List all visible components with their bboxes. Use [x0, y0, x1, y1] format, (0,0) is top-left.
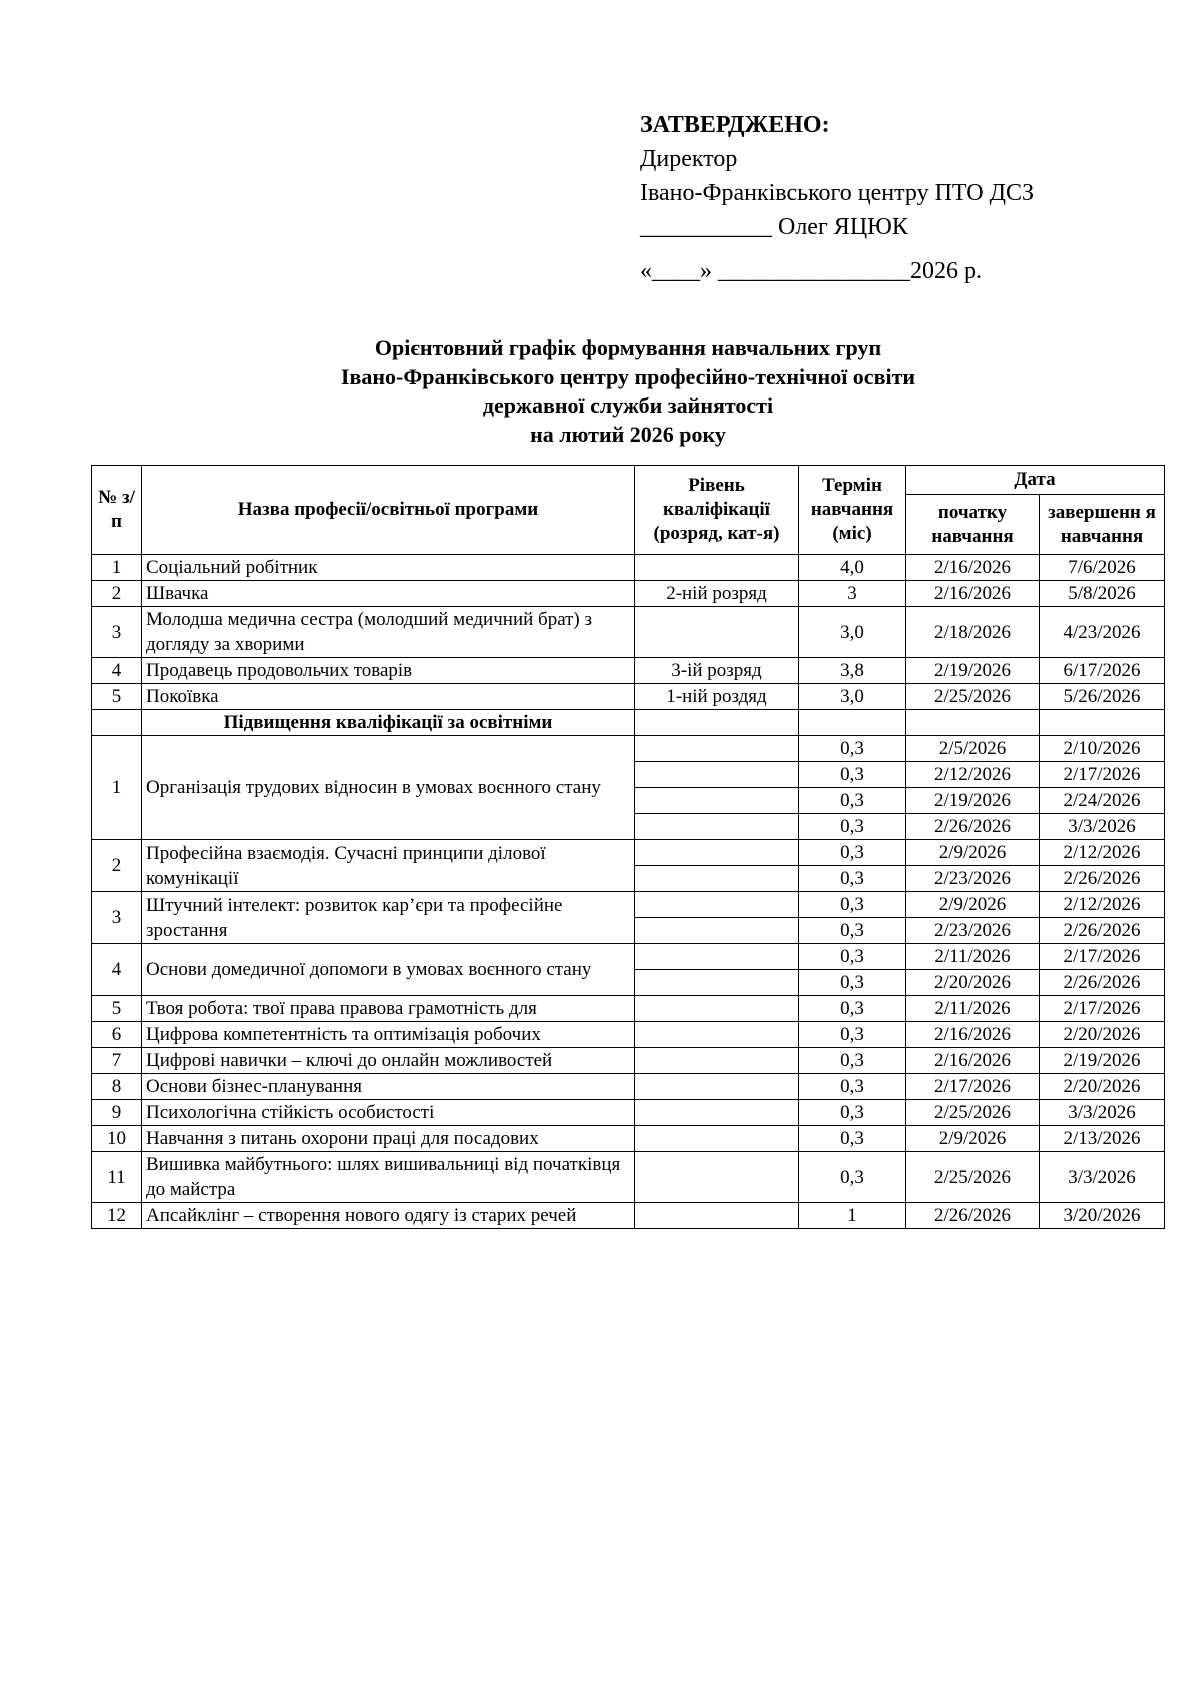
row-term: 0,3	[799, 814, 906, 840]
row-end-date: 2/10/2026	[1040, 736, 1165, 762]
title-line-4: на лютий 2026 року	[530, 422, 726, 447]
row-number: 12	[92, 1203, 142, 1229]
row-start-date: 2/18/2026	[906, 607, 1040, 658]
schedule-body	[92, 555, 1165, 1229]
row-start-date: 2/23/2026	[906, 866, 1040, 892]
row-end-date: 6/17/2026	[1040, 658, 1165, 684]
row-term: 0,3	[799, 1048, 906, 1074]
header-term: Термін навчання (міс)	[799, 466, 906, 555]
row-level	[635, 788, 799, 814]
row-end-date: 2/26/2026	[1040, 918, 1165, 944]
row-number: 3	[92, 607, 142, 658]
approval-block	[640, 108, 1160, 288]
row-level	[635, 1100, 799, 1126]
section-empty-term	[799, 710, 906, 736]
row-term: 0,3	[799, 1074, 906, 1100]
approval-date: «____» ________________2026 р.	[640, 258, 982, 284]
row-end-date: 7/6/2026	[1040, 555, 1165, 581]
table-row	[92, 996, 1165, 1022]
row-level	[635, 555, 799, 581]
row-name: Твоя робота: твої права правова грамотність для	[142, 996, 635, 1022]
table-row	[92, 1100, 1165, 1126]
table-row	[92, 892, 1165, 918]
row-name: Покоївка	[142, 684, 635, 710]
row-term: 0,3	[799, 736, 906, 762]
row-level	[635, 1126, 799, 1152]
row-level	[635, 892, 799, 918]
row-name: Швачка	[142, 581, 635, 607]
row-level	[635, 736, 799, 762]
row-name: Цифрові навички – ключі до онлайн можливостей	[142, 1048, 635, 1074]
row-number: 1	[92, 555, 142, 581]
row-term: 0,3	[799, 1100, 906, 1126]
table-row	[92, 840, 1165, 866]
row-start-date: 2/12/2026	[906, 762, 1040, 788]
row-start-date: 2/9/2026	[906, 840, 1040, 866]
approval-organization: Івано-Франківського центру ПТО ДСЗ	[640, 180, 1034, 206]
row-name: Психологічна стійкість особистості	[142, 1100, 635, 1126]
row-end-date: 3/3/2026	[1040, 1100, 1165, 1126]
section-empty-end	[1040, 710, 1165, 736]
table-row	[92, 607, 1165, 658]
row-term: 3,0	[799, 607, 906, 658]
row-start-date: 2/16/2026	[906, 1022, 1040, 1048]
row-start-date: 2/9/2026	[906, 1126, 1040, 1152]
section-empty-num	[92, 710, 142, 736]
row-start-date: 2/23/2026	[906, 918, 1040, 944]
row-level	[635, 970, 799, 996]
row-start-date: 2/16/2026	[906, 581, 1040, 607]
row-start-date: 2/20/2026	[906, 970, 1040, 996]
row-level	[635, 1152, 799, 1203]
row-term: 4,0	[799, 555, 906, 581]
schedule-table	[91, 465, 1165, 1229]
row-level	[635, 762, 799, 788]
header-date: Дата	[906, 466, 1165, 495]
row-name: Апсайклінг – створення нового одягу із старих речей	[142, 1203, 635, 1229]
row-level	[635, 944, 799, 970]
row-start-date: 2/17/2026	[906, 1074, 1040, 1100]
row-name: Організація трудових відносин в умовах воєнного стану	[142, 736, 635, 840]
row-end-date: 2/17/2026	[1040, 996, 1165, 1022]
row-number: 9	[92, 1100, 142, 1126]
row-term: 0,3	[799, 918, 906, 944]
row-number: 4	[92, 944, 142, 996]
row-term: 0,3	[799, 1022, 906, 1048]
row-term: 3	[799, 581, 906, 607]
row-end-date: 2/20/2026	[1040, 1022, 1165, 1048]
approval-title: ЗАТВЕРДЖЕНО:	[640, 112, 830, 138]
row-name: Основи бізнес-планування	[142, 1074, 635, 1100]
approval-position: Директор	[640, 146, 738, 172]
row-level	[635, 840, 799, 866]
table-row	[92, 1152, 1165, 1203]
row-name: Основи домедичної допомоги в умовах воєнного стану	[142, 944, 635, 996]
title-line-1: Орієнтовний графік формування навчальних груп	[374, 335, 882, 360]
row-start-date: 2/25/2026	[906, 1152, 1040, 1203]
row-end-date: 4/23/2026	[1040, 607, 1165, 658]
row-number: 8	[92, 1074, 142, 1100]
row-name: Молодша медична сестра (молодший медичний брат) з догляду за хворими	[142, 607, 635, 658]
row-term: 0,3	[799, 996, 906, 1022]
row-term: 0,3	[799, 1126, 906, 1152]
table-row	[92, 555, 1165, 581]
row-term: 0,3	[799, 892, 906, 918]
row-level: 1-ній роздяд	[635, 684, 799, 710]
table-row	[92, 944, 1165, 970]
row-level	[635, 1048, 799, 1074]
row-start-date: 2/25/2026	[906, 684, 1040, 710]
row-start-date: 2/11/2026	[906, 996, 1040, 1022]
row-end-date: 2/13/2026	[1040, 1126, 1165, 1152]
row-number: 2	[92, 581, 142, 607]
row-level	[635, 607, 799, 658]
row-end-date: 2/20/2026	[1040, 1074, 1165, 1100]
row-term: 0,3	[799, 1152, 906, 1203]
section-row	[92, 710, 1165, 736]
row-end-date: 3/3/2026	[1040, 814, 1165, 840]
row-number: 4	[92, 658, 142, 684]
table-row	[92, 1126, 1165, 1152]
table-row	[92, 658, 1165, 684]
table-row	[92, 1022, 1165, 1048]
row-number: 10	[92, 1126, 142, 1152]
row-start-date: 2/16/2026	[906, 1048, 1040, 1074]
row-level	[635, 918, 799, 944]
row-name: Вишивка майбутнього: шлях вишивальниці від початківця до майстра	[142, 1152, 635, 1203]
row-start-date: 2/9/2026	[906, 892, 1040, 918]
row-term: 3,0	[799, 684, 906, 710]
header-end: завершенн я навчання	[1040, 495, 1165, 555]
title-line-3: державної служби зайнятості	[482, 393, 774, 418]
row-start-date: 2/25/2026	[906, 1100, 1040, 1126]
row-end-date: 2/12/2026	[1040, 892, 1165, 918]
row-end-date: 2/19/2026	[1040, 1048, 1165, 1074]
row-end-date: 2/12/2026	[1040, 840, 1165, 866]
row-name: Продавець продовольчих товарів	[142, 658, 635, 684]
document-title	[92, 333, 1164, 449]
row-level	[635, 996, 799, 1022]
row-name: Навчання з питань охорони праці для посадових	[142, 1126, 635, 1152]
row-term: 3,8	[799, 658, 906, 684]
row-start-date: 2/11/2026	[906, 944, 1040, 970]
section-empty-start	[906, 710, 1040, 736]
row-end-date: 2/17/2026	[1040, 944, 1165, 970]
row-start-date: 2/26/2026	[906, 814, 1040, 840]
row-number: 11	[92, 1152, 142, 1203]
row-end-date: 3/3/2026	[1040, 1152, 1165, 1203]
row-end-date: 5/26/2026	[1040, 684, 1165, 710]
approval-signature: ___________ Олег ЯЦЮК	[640, 214, 908, 240]
row-level	[635, 814, 799, 840]
table-row	[92, 1074, 1165, 1100]
row-start-date: 2/26/2026	[906, 1203, 1040, 1229]
table-row	[92, 1203, 1165, 1229]
row-number: 6	[92, 1022, 142, 1048]
header-num: № з/п	[92, 466, 142, 555]
row-term: 0,3	[799, 944, 906, 970]
row-start-date: 2/16/2026	[906, 555, 1040, 581]
row-end-date: 3/20/2026	[1040, 1203, 1165, 1229]
row-number: 7	[92, 1048, 142, 1074]
row-name: Соціальний робітник	[142, 555, 635, 581]
row-term: 0,3	[799, 970, 906, 996]
header-name: Назва професії/освітньої програми	[142, 466, 635, 555]
row-end-date: 2/17/2026	[1040, 762, 1165, 788]
table-row	[92, 684, 1165, 710]
section-title: Підвищення кваліфікації за освітніми	[142, 710, 635, 736]
table-row	[92, 736, 1165, 762]
row-number: 5	[92, 996, 142, 1022]
row-number: 3	[92, 892, 142, 944]
row-number: 5	[92, 684, 142, 710]
header-start: початку навчання	[906, 495, 1040, 555]
row-start-date: 2/19/2026	[906, 658, 1040, 684]
row-number: 1	[92, 736, 142, 840]
row-term: 0,3	[799, 762, 906, 788]
row-term: 1	[799, 1203, 906, 1229]
row-name: Професійна взаємодія. Сучасні принципи ділової комунікації	[142, 840, 635, 892]
row-end-date: 2/24/2026	[1040, 788, 1165, 814]
row-end-date: 2/26/2026	[1040, 866, 1165, 892]
title-line-2: Івано-Франківського центру професійно-технічної освіти	[340, 364, 916, 389]
row-end-date: 2/26/2026	[1040, 970, 1165, 996]
row-number: 2	[92, 840, 142, 892]
row-term: 0,3	[799, 788, 906, 814]
row-start-date: 2/19/2026	[906, 788, 1040, 814]
row-term: 0,3	[799, 840, 906, 866]
row-end-date: 5/8/2026	[1040, 581, 1165, 607]
header-level: Рівень кваліфікації (розряд, кат-я)	[635, 466, 799, 555]
table-row	[92, 581, 1165, 607]
table-row	[92, 1048, 1165, 1074]
row-name: Штучний інтелект: розвиток кар’єри та професійне зростання	[142, 892, 635, 944]
section-empty-level	[635, 710, 799, 736]
row-term: 0,3	[799, 866, 906, 892]
row-level	[635, 1022, 799, 1048]
row-start-date: 2/5/2026	[906, 736, 1040, 762]
row-name: Цифрова компетентність та оптимізація робочих	[142, 1022, 635, 1048]
row-level	[635, 1203, 799, 1229]
row-level	[635, 866, 799, 892]
row-level: 3-ій розряд	[635, 658, 799, 684]
row-level	[635, 1074, 799, 1100]
row-level: 2-ній розряд	[635, 581, 799, 607]
